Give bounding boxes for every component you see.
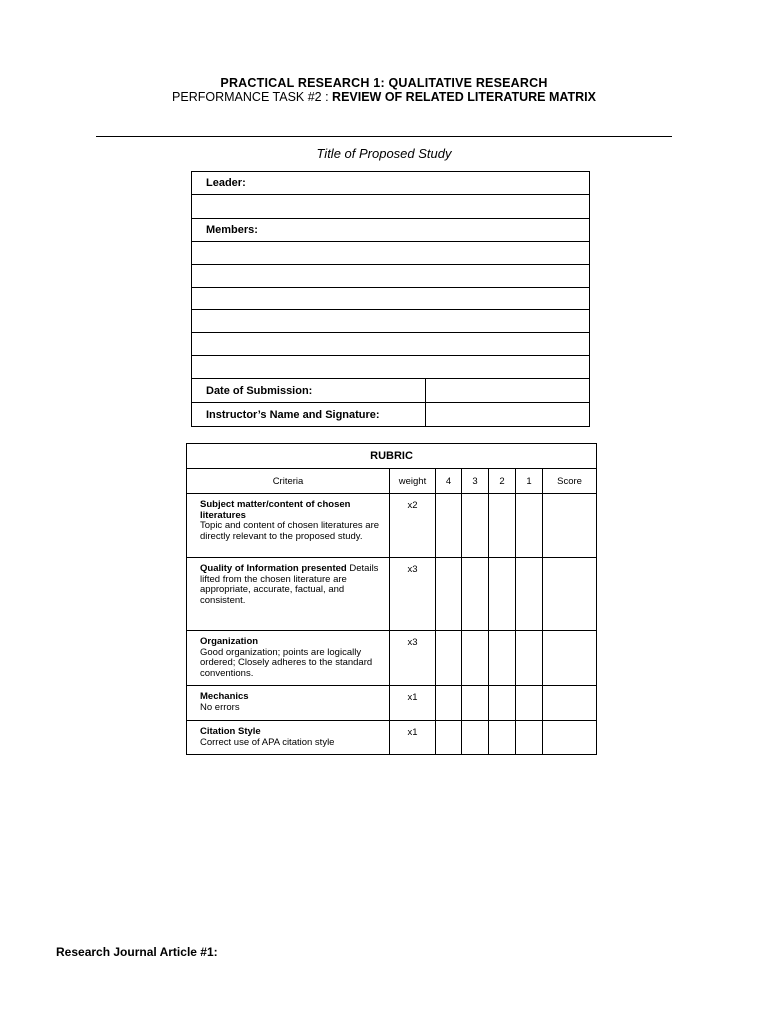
criterion-weight: x2 — [390, 494, 436, 558]
member-field[interactable] — [192, 265, 590, 288]
score-3-cell[interactable] — [462, 631, 489, 686]
score-total-cell[interactable] — [543, 721, 597, 755]
score-3-cell[interactable] — [462, 494, 489, 558]
member-field[interactable] — [192, 333, 590, 356]
score-1-cell[interactable] — [516, 686, 543, 721]
rubric-table — [186, 443, 597, 755]
criterion-desc: Good organization; points are logically ordered; Closely adheres to the standard conventions. — [200, 646, 373, 679]
score-1-cell[interactable] — [516, 558, 543, 631]
study-title: Title of Proposed Study — [316, 146, 452, 161]
score-1-cell[interactable] — [516, 494, 543, 558]
rubric-row — [187, 494, 597, 558]
leader-field[interactable] — [192, 195, 590, 219]
score-3-cell[interactable] — [462, 721, 489, 755]
score-1-header: 1 — [516, 469, 543, 494]
score-4-cell[interactable] — [436, 686, 462, 721]
criterion-cell — [187, 686, 390, 721]
criterion-name: Organization — [200, 636, 259, 647]
rubric-row — [187, 631, 597, 686]
member-field[interactable] — [192, 310, 590, 333]
score-1-cell[interactable] — [516, 721, 543, 755]
criterion-name: Subject matter/content of chosen literatures — [200, 499, 351, 521]
score-4-cell[interactable] — [436, 631, 462, 686]
criterion-name: Quality of Information presented — [200, 563, 347, 574]
score-4-header: 4 — [436, 469, 462, 494]
task-title — [0, 90, 768, 104]
criterion-weight: x3 — [390, 558, 436, 631]
course-title: PRACTICAL RESEARCH 1: QUALITATIVE RESEARCH — [220, 76, 548, 90]
criteria-header: Criteria — [187, 469, 390, 494]
score-header: Score — [543, 469, 597, 494]
criterion-name: Citation Style — [200, 726, 261, 737]
members-label: Members: — [192, 219, 590, 242]
date-field[interactable] — [425, 379, 589, 403]
criterion-desc: No errors — [200, 701, 240, 713]
criterion-desc: Correct use of APA citation style — [200, 736, 335, 748]
score-total-cell[interactable] — [543, 558, 597, 631]
journal-article-label: Research Journal Article #1: — [56, 945, 218, 959]
criterion-cell — [187, 721, 390, 755]
score-2-cell[interactable] — [489, 494, 516, 558]
criterion-cell — [187, 494, 390, 558]
member-field[interactable] — [192, 356, 590, 379]
criterion-cell — [187, 558, 390, 631]
score-4-cell[interactable] — [436, 721, 462, 755]
score-2-cell[interactable] — [489, 686, 516, 721]
score-total-cell[interactable] — [543, 631, 597, 686]
score-2-cell[interactable] — [489, 558, 516, 631]
rubric-row — [187, 558, 597, 631]
leader-label: Leader: — [192, 172, 590, 195]
date-label: Date of Submission: — [192, 379, 426, 403]
criterion-weight: x1 — [390, 686, 436, 721]
task-name: REVIEW OF RELATED LITERATURE MATRIX — [332, 90, 596, 104]
title-divider — [96, 136, 672, 137]
criterion-desc: Details lifted from the chosen literature are appropriate, accurate, factual, and consistent. — [200, 563, 379, 606]
score-2-cell[interactable] — [489, 721, 516, 755]
score-3-cell[interactable] — [462, 686, 489, 721]
score-1-cell[interactable] — [516, 631, 543, 686]
score-2-cell[interactable] — [489, 631, 516, 686]
instructor-label: Instructor’s Name and Signature: — [192, 403, 426, 427]
instructor-field[interactable] — [425, 403, 589, 427]
criterion-name: Mechanics — [200, 691, 249, 702]
score-3-header: 3 — [462, 469, 489, 494]
score-4-cell[interactable] — [436, 494, 462, 558]
member-field[interactable] — [192, 242, 590, 265]
group-info-table — [191, 171, 590, 427]
score-3-cell[interactable] — [462, 558, 489, 631]
score-2-header: 2 — [489, 469, 516, 494]
weight-header: weight — [390, 469, 436, 494]
member-field[interactable] — [192, 288, 590, 310]
task-prefix: PERFORMANCE TASK #2 : — [172, 90, 333, 104]
criterion-weight: x1 — [390, 721, 436, 755]
criterion-desc: Topic and content of chosen literatures are directly relevant to the proposed study. — [200, 520, 380, 542]
score-total-cell[interactable] — [543, 494, 597, 558]
rubric-title: RUBRIC — [187, 444, 597, 469]
score-total-cell[interactable] — [543, 686, 597, 721]
rubric-row — [187, 686, 597, 721]
criterion-cell — [187, 631, 390, 686]
criterion-weight: x3 — [390, 631, 436, 686]
rubric-row — [187, 721, 597, 755]
score-4-cell[interactable] — [436, 558, 462, 631]
rubric-header-row — [187, 469, 597, 494]
